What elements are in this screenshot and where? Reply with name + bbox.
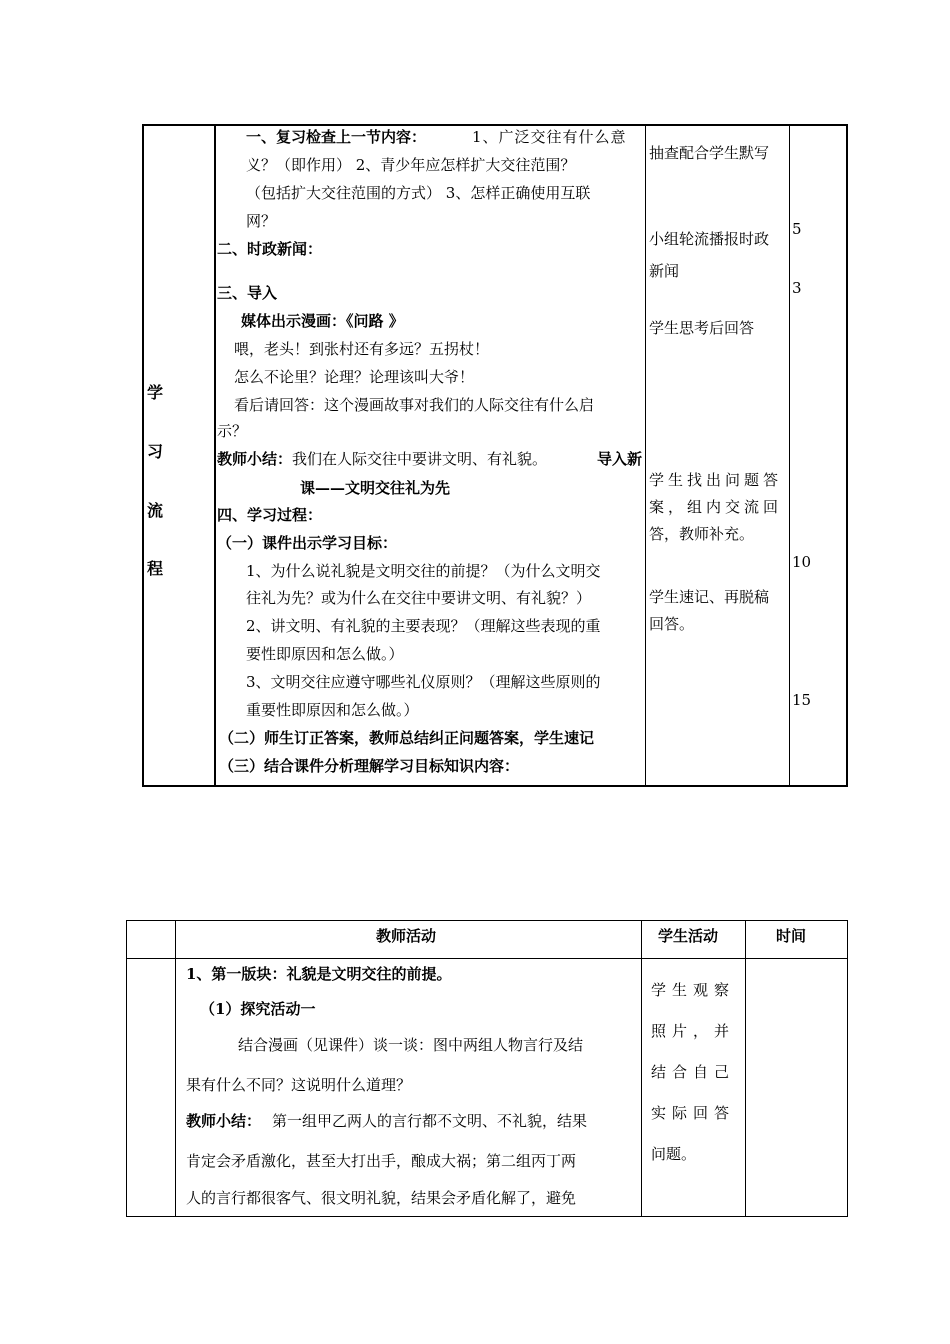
student-activity: 小组轮流播报时政 xyxy=(649,230,770,248)
table1-divider-3 xyxy=(789,124,790,787)
analysis-step: （三）结合课件分析理解学习目标知识内容： xyxy=(219,757,520,775)
student-activity: 案，组内交流回 xyxy=(649,498,783,516)
student-activity-2: 实际回答 xyxy=(651,1104,736,1122)
objective-3-cont: 重要性即原因和怎么做。） xyxy=(246,701,419,719)
table2-divider-1 xyxy=(175,920,176,1217)
review-question-1: 1、广泛交往有什么意 xyxy=(472,128,627,146)
table2-divider-2 xyxy=(641,920,642,1217)
review-question-3: （包括扩大交往范围的方式） 3、怎样正确使用互联 xyxy=(246,184,591,202)
header-time: 时间 xyxy=(776,927,807,945)
comic-question-end: 示？ xyxy=(217,422,248,440)
objective-2-cont: 要性即原因和怎么做。） xyxy=(246,645,404,663)
student-activity: 新闻 xyxy=(649,262,680,280)
table1-border-bottom xyxy=(142,785,848,787)
time-value: 5 xyxy=(792,220,802,238)
news-heading: 二、时政新闻： xyxy=(217,240,323,258)
table1-border-top xyxy=(142,124,848,126)
objective-3: 3、文明交往应遵守哪些礼仪原则？（理解这些原则的 xyxy=(246,673,601,691)
summary-text-2-cont: 肯定会矛盾激化，甚至大打出手，酿成大祸；第二组丙丁两 xyxy=(186,1152,577,1170)
student-activity: 答，教师补充。 xyxy=(649,525,755,543)
summary-text-2-cont: 人的言行都很客气、很文明礼貌，结果会矛盾化解了，避免 xyxy=(186,1189,577,1207)
side-label-char: 流 xyxy=(147,501,164,520)
review-heading: 一、复习检查上一节内容： xyxy=(246,128,427,146)
intro-heading: 三、导入 xyxy=(217,284,278,302)
inquiry-prompt-cont: 果有什么不同？这说明什么道理？ xyxy=(186,1076,412,1094)
review-question-4: 网？ xyxy=(246,212,277,230)
comic-line-1: 喂，老头！到张村还有多远？五拐杖！ xyxy=(234,340,490,358)
section-1-heading: 1、第一版块：礼貌是文明交往的前提。 xyxy=(186,965,452,983)
time-value: 10 xyxy=(792,553,812,571)
table2-border-bottom xyxy=(126,1216,848,1217)
correction-step: （二）师生订正答案，教师总结纠正问题答案，学生速记 xyxy=(219,729,595,747)
table2-header-divider xyxy=(126,958,848,959)
summary-text-2: 第一组甲乙两人的言行都不文明、不礼貌，结果 xyxy=(272,1112,588,1130)
objective-1-cont: 往礼为先？或为什么在交往中要讲文明、有礼貌？） xyxy=(246,589,592,607)
time-value: 3 xyxy=(792,279,802,297)
student-activity: 学生思考后回答 xyxy=(649,319,755,337)
review-question-2: 义？（即作用） 2、青少年应怎样扩大交往范围？ xyxy=(246,156,576,174)
student-activity-2: 问题。 xyxy=(651,1145,697,1163)
process-heading: 四、学习过程： xyxy=(217,506,323,524)
comic-line-2: 怎么不论里？论理？论理该叫大爷！ xyxy=(234,368,475,386)
comic-title: 媒体出示漫画：《问路 》 xyxy=(241,312,404,330)
objective-1: 1、为什么说礼貌是文明交往的前提？（为什么文明交 xyxy=(246,562,601,580)
header-student-activity: 学生活动 xyxy=(658,927,719,945)
student-activity-2: 照片，并 xyxy=(651,1022,736,1040)
table2-divider-3 xyxy=(745,920,746,1217)
side-label-char: 习 xyxy=(147,442,164,461)
student-activity-2: 结合自己 xyxy=(651,1063,736,1081)
teacher-summary-label: 教师小结： xyxy=(217,450,293,468)
new-lesson-title: 课——文明交往礼为先 xyxy=(300,479,451,497)
student-activity: 学生找出问题答 xyxy=(649,471,783,489)
header-teacher-activity: 教师活动 xyxy=(376,927,437,945)
table1-divider-2 xyxy=(645,124,646,787)
inquiry-activity-1: （1）探究活动一 xyxy=(200,1000,316,1018)
table1-border-right xyxy=(846,124,848,787)
comic-question: 看后请回答：这个漫画故事对我们的人际交往有什么启 xyxy=(234,396,595,414)
student-activity: 回答。 xyxy=(649,615,695,633)
objectives-heading: （一）课件出示学习目标： xyxy=(217,534,398,552)
time-value: 15 xyxy=(792,691,812,709)
student-activity-2: 学生观察 xyxy=(651,981,736,999)
inquiry-prompt: 结合漫画（见课件）谈一谈：图中两组人物言行及结 xyxy=(238,1036,584,1054)
student-activity: 学生速记、再脱稿 xyxy=(649,588,770,606)
table1-divider-1 xyxy=(214,124,216,787)
side-label-char: 学 xyxy=(147,383,164,402)
table2-border-right xyxy=(847,920,848,1217)
teacher-summary-text: 我们在人际交往中要讲文明、有礼貌。 xyxy=(292,450,548,468)
table2-border-top xyxy=(126,920,848,921)
new-lesson-lead: 导入新 xyxy=(597,450,643,468)
table2-border-left xyxy=(126,920,127,1217)
objective-2: 2、讲文明、有礼貌的主要表现？（理解这些表现的重 xyxy=(246,617,601,635)
summary-label-2: 教师小结： xyxy=(186,1112,262,1130)
table1-border-left xyxy=(142,124,144,787)
student-activity: 抽查配合学生默写 xyxy=(649,144,770,162)
side-label-char: 程 xyxy=(147,559,164,578)
